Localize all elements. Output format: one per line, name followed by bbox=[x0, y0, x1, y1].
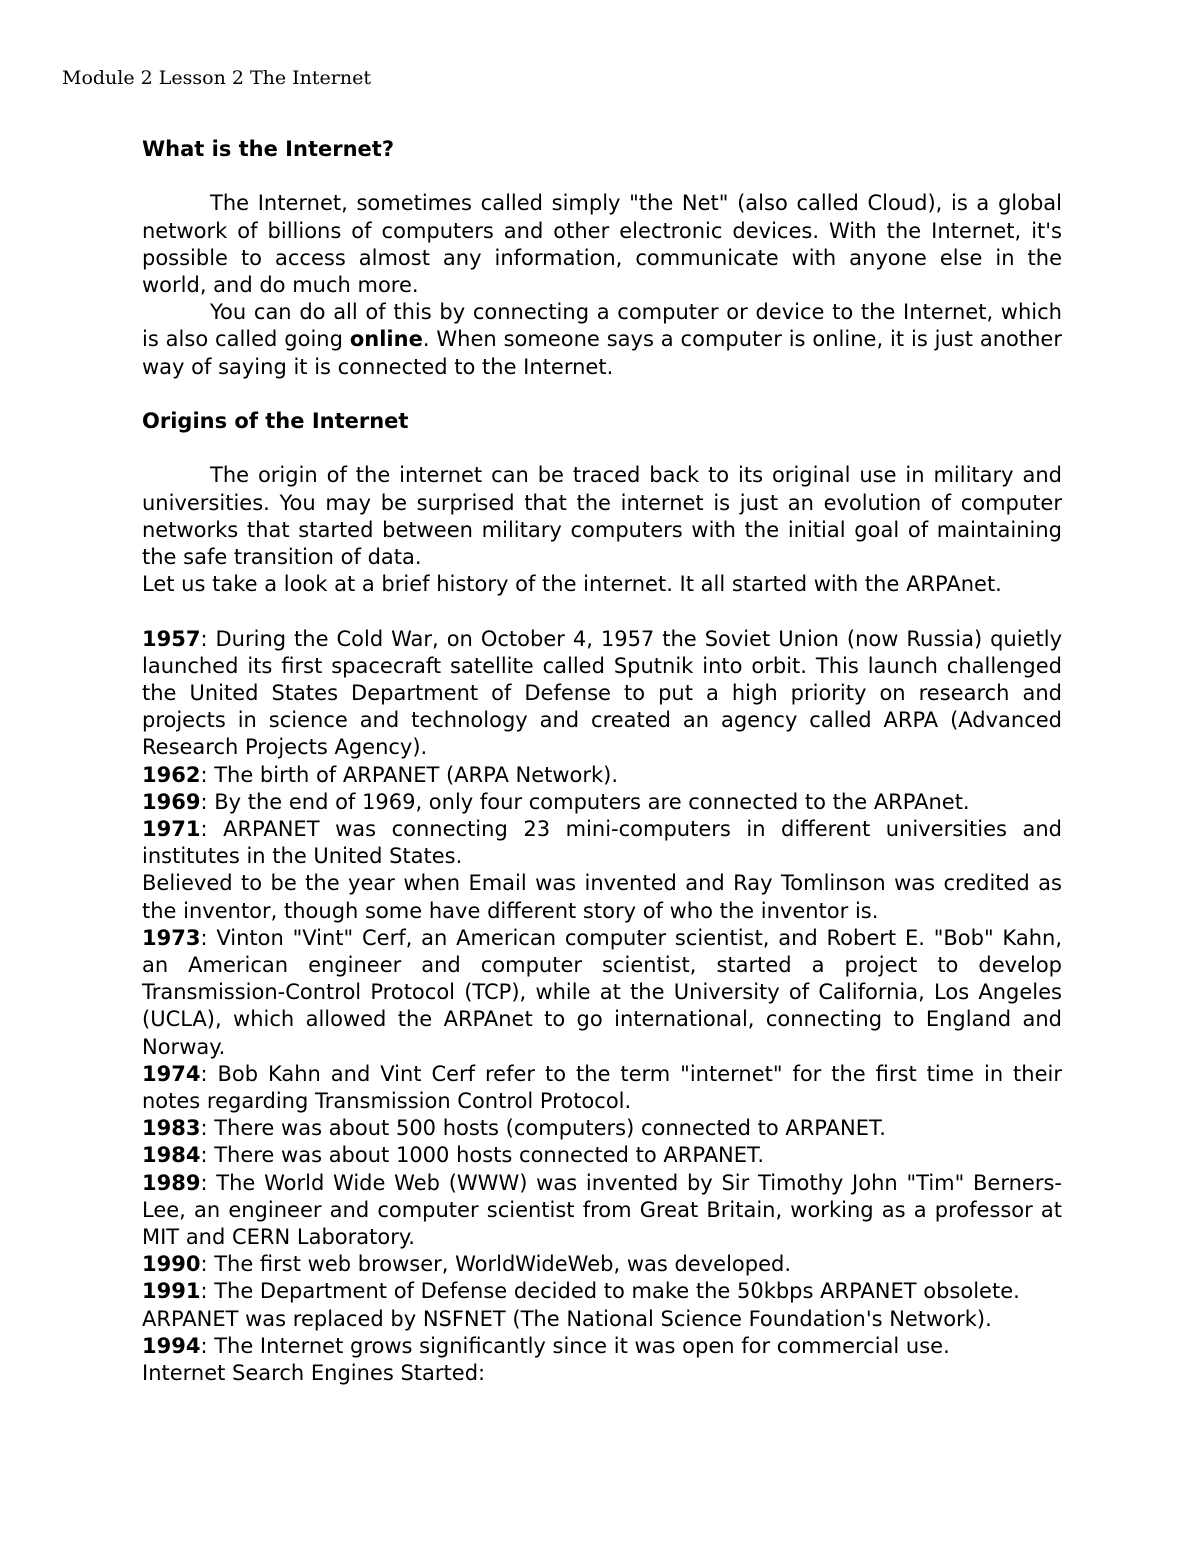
timeline-text: : ARPANET was connecting 23 mini-computers in different universities and institutes in the United States. bbox=[142, 816, 1062, 869]
timeline-text: : Vinton "Vint" Cerf, an American computer scientist, and Robert E. "Bob" Kahn, an American engineer and computer scientist, started a project to develop Transmission-Control Protocol (TCP), while at the University of California, Los Angeles (UCLA), which allowed the ARPAnet to go international, connecting to England and Norway. bbox=[142, 925, 1062, 1059]
timeline-year: 1991 bbox=[142, 1279, 201, 1304]
timeline-year: 1983 bbox=[142, 1116, 201, 1141]
timeline-entry-1983 bbox=[142, 1115, 1062, 1142]
timeline-year: 1962 bbox=[142, 762, 201, 787]
timeline-entry-1974 bbox=[142, 1061, 1062, 1115]
section-heading-what-is-internet: What is the Internet? bbox=[142, 137, 394, 161]
timeline-text: : Bob Kahn and Vint Cerf refer to the term "internet" for the first time in their notes regarding Transmission Control Protocol. bbox=[142, 1061, 1062, 1114]
timeline-text: : The World Wide Web (WWW) was invented by Sir Timothy John "Tim" Berners-Lee, an engineer and computer scientist from Great Britain, working as a professor at MIT and CERN Laboratory. bbox=[142, 1170, 1062, 1250]
timeline-text: : By the end of 1969, only four computers are connected to the ARPAnet. bbox=[200, 789, 970, 814]
section-heading-origins: Origins of the Internet bbox=[142, 408, 409, 433]
timeline-entry-1989 bbox=[142, 1170, 1062, 1252]
blank-line bbox=[142, 381, 1062, 408]
timeline-entry-1962 bbox=[142, 762, 1062, 789]
timeline-year: 1989 bbox=[142, 1170, 201, 1195]
timeline-year: 1990 bbox=[142, 1252, 201, 1277]
timeline-note-nsfnet: ARPANET was replaced by NSFNET (The National Science Foundation's Network). bbox=[142, 1306, 992, 1331]
blank-line bbox=[142, 163, 1062, 190]
timeline-year: 1973 bbox=[142, 925, 201, 950]
blank-line bbox=[142, 435, 1062, 462]
timeline-entry-1991 bbox=[142, 1278, 1062, 1305]
paragraph-internet-definition: The Internet, sometimes called simply "the Net" (also called Cloud), is a global network of billions of computers and other electronic devices. With the Internet, it's possible to access almost any information, communicate with anyone else in the world, and do much more. bbox=[142, 191, 1062, 297]
timeline-entry-1973 bbox=[142, 925, 1062, 1061]
timeline-entry-1994 bbox=[142, 1333, 1062, 1360]
timeline-entry-1971 bbox=[142, 816, 1062, 870]
paragraph-text: . When someone says a computer is online, it is just another way of saying it is connected to the Internet. bbox=[142, 327, 1062, 379]
timeline-year: 1969 bbox=[142, 789, 201, 814]
timeline-entry-1969 bbox=[142, 789, 1062, 816]
timeline-year: 1974 bbox=[142, 1061, 201, 1086]
timeline-entry-1957 bbox=[142, 626, 1062, 762]
paragraph-going-online bbox=[142, 299, 1062, 381]
timeline-year: 1971 bbox=[142, 816, 201, 841]
timeline-text: : There was about 500 hosts (computers) connected to ARPANET. bbox=[200, 1116, 886, 1141]
running-header: Module 2 Lesson 2 The Internet bbox=[62, 67, 372, 89]
timeline-text: : There was about 1000 hosts connected to ARPANET. bbox=[200, 1143, 765, 1168]
search-engines-heading-line: Internet Search Engines Started: bbox=[142, 1361, 486, 1386]
document-body bbox=[142, 136, 1062, 1387]
timeline-year: 1984 bbox=[142, 1143, 201, 1168]
term-online: online bbox=[349, 327, 423, 352]
timeline-text: : The birth of ARPANET (ARPA Network). bbox=[200, 762, 619, 787]
paragraph-text: You can do all of this by connecting a computer or device to the Internet, which is also called going bbox=[142, 300, 1062, 352]
timeline-entry-1984 bbox=[142, 1142, 1062, 1169]
timeline-text: : The Internet grows significantly since it was open for commercial use. bbox=[200, 1333, 950, 1358]
timeline-text: : The Department of Defense decided to make the 50kbps ARPANET obsolete. bbox=[200, 1279, 1020, 1304]
paragraph-brief-history: Let us take a look at a brief history of the internet. It all started with the ARPAnet. bbox=[142, 572, 1002, 597]
blank-line bbox=[142, 598, 1062, 625]
timeline-year: 1994 bbox=[142, 1333, 201, 1358]
timeline-year: 1957 bbox=[142, 626, 201, 651]
timeline-note-email: Believed to be the year when Email was invented and Ray Tomlinson was credited as the inventor, though some have different story of who the inventor is. bbox=[142, 871, 1062, 923]
timeline-entry-1990 bbox=[142, 1251, 1062, 1278]
timeline-text: : During the Cold War, on October 4, 1957 the Soviet Union (now Russia) quietly launched its first spacecraft satellite called Sputnik into orbit. This launch challenged the United States Department of Defense to put a high priority on research and projects in science and technology and created an agency called ARPA (Advanced Research Projects Agency). bbox=[142, 626, 1062, 760]
timeline-text: : The first web browser, WorldWideWeb, was developed. bbox=[200, 1252, 792, 1277]
paragraph-origins: The origin of the internet can be traced back to its original use in military and universities. You may be surprised that the internet is just an evolution of computer networks that started between military computers with the initial goal of maintaining the safe transition of data. bbox=[142, 463, 1062, 569]
